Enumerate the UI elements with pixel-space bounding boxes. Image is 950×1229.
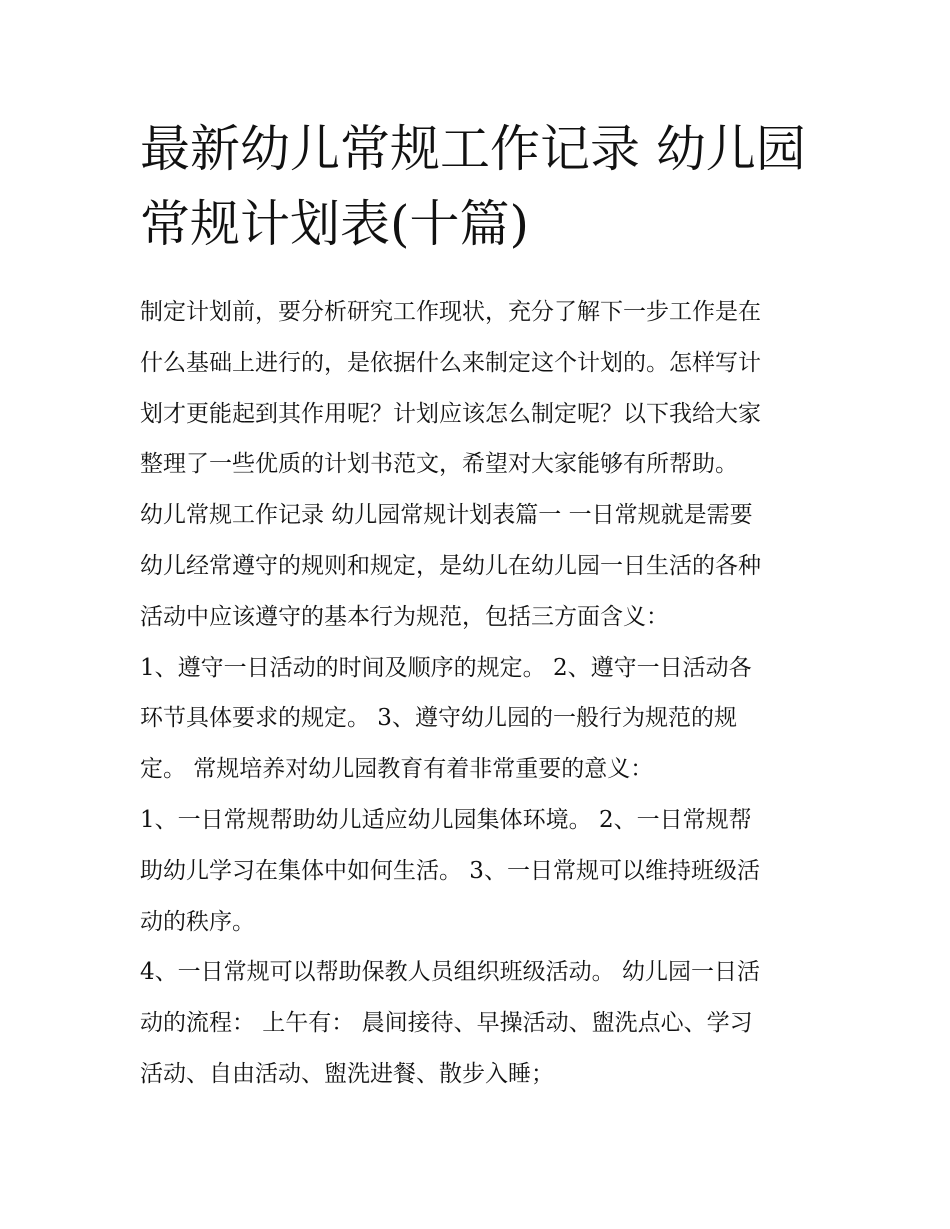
text-line: 制定计划前，要分析研究工作现状，充分了解下一步工作是在 <box>140 299 761 325</box>
text-line: 整理了一些优质的计划书范文，希望对大家能够有所帮助。 <box>140 451 738 478</box>
text-line: 助幼儿学习在集体中如何生活。 3、一日常规可以维持班级活 <box>140 857 760 884</box>
text-line: 4、一日常规可以帮助保教人员组织班级活动。 幼儿园一日活 <box>140 959 760 986</box>
text-line: 活动中应该遵守的基本行为规范，包括三方面含义： <box>140 603 669 630</box>
text-line: 幼儿经常遵守的规则和规定，是幼儿在幼儿园一日生活的各种 <box>140 552 761 579</box>
text-line: 什么基础上进行的，是依据什么来制定这个计划的。怎样写计 <box>140 349 761 376</box>
text-line: 1、一日常规帮助幼儿适应幼儿园集体环境。 2、一日常规帮 <box>140 806 752 833</box>
text-line: 幼儿常规工作记录 幼儿园常规计划表篇一 一日常规就是需要 <box>140 502 753 529</box>
text-line: 1、遵守一日活动的时间及顺序的规定。 2、遵守一日活动各 <box>140 654 752 681</box>
paragraph-meanings <box>140 643 820 795</box>
paragraph-definition <box>140 490 820 642</box>
title-line: 常规计划表(十篇) <box>140 195 530 253</box>
paragraph-daily-flow <box>140 947 820 1099</box>
text-line: 动的秩序。 <box>140 908 255 935</box>
text-line: 划才更能起到其作用呢？计划应该怎么制定呢？以下我给大家 <box>140 400 761 427</box>
document-page <box>140 112 820 1100</box>
text-line: 环节具体要求的规定。 3、遵守幼儿园的一般行为规范的规 <box>140 705 737 732</box>
title-line: 最新幼儿常规工作记录 幼儿园 <box>140 120 806 178</box>
text-line: 活动、自由活动、盥洗进餐、散步入睡； <box>140 1060 554 1087</box>
text-line: 定。 常规培养对幼儿园教育有着非常重要的意义： <box>140 756 654 783</box>
paragraph-intro <box>140 287 820 490</box>
document-title <box>140 112 820 262</box>
paragraph-importance <box>140 795 820 947</box>
text-line: 动的流程： 上午有： 晨间接待、早操活动、盥洗点心、学习 <box>140 1010 753 1037</box>
document-body <box>140 287 820 1100</box>
